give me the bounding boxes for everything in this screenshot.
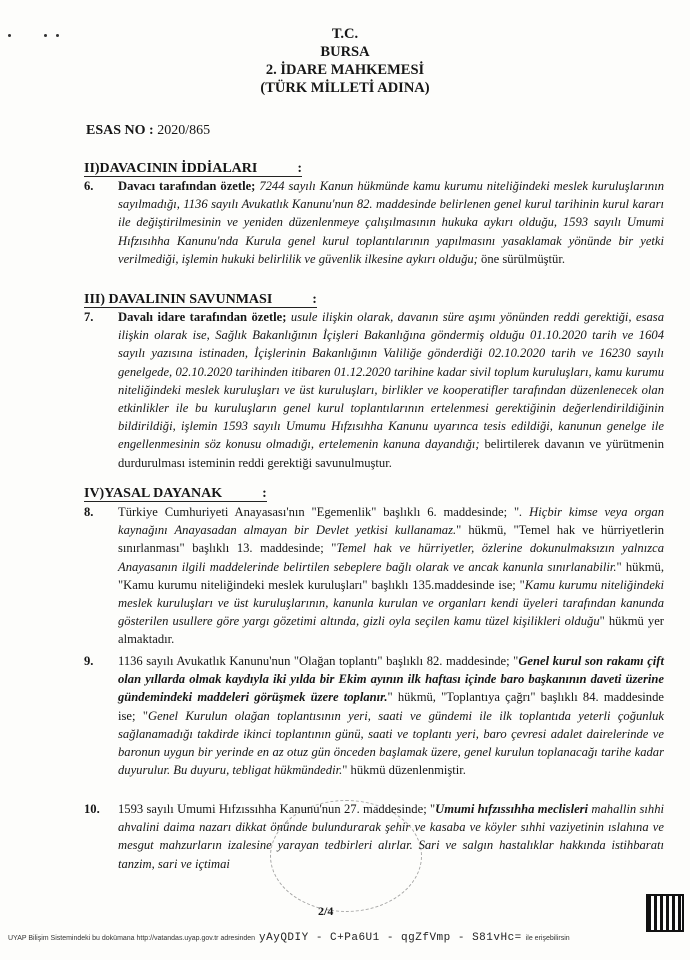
paragraph-text: 1136 sayılı Avukatlık Kanunu'nun "Olağan toplantı" başlıklı 82. maddesinde; "	[118, 654, 519, 668]
paragraph-9	[84, 652, 664, 779]
header-country: T.C.	[331, 26, 359, 42]
quoted-text: mahallin sıhhi ahvalini daima nazarı dikkat önünde bulundurarak şehir ve kasaba ve köyler sıhhi vaziyetinin ıslahına ve mesgut mahzurların izalesine yarayan tedbirleri alırlar. Sari ve salgın hastalıklar hakkında istihbaratı tanzim, sari ve içtimai	[118, 802, 664, 871]
section-title: IV)YASAL DAYANAK	[84, 486, 223, 501]
paragraph-text: " hükmü, "Toplantıya çağrı" başlıklı 84. maddesinde ise; "	[118, 690, 664, 723]
case-number-value: 2020/865	[153, 123, 211, 138]
paragraph-number: 7.	[84, 310, 94, 324]
paragraph-7	[84, 308, 664, 472]
section-colon: :	[312, 292, 317, 307]
paragraph-text: usule ilişkin olarak, davanın süre aşımı yönünden reddi gerektiği, esasa ilişkin olarak ise, Sağlık Bakanlığının İçişleri Bakanlığına göndermiş olduğu 01.10.2020 tarih ve 1604 sayılı yazısına istinaden, İçişlerinin Bakanlığının Valiliğe gönderdiği 02.10.2020 tarih ve 16230 sayılı genelgede, 02.10.2020 tarihinden itibaren 01.12.2020 tarihine kadar sivil toplum kuruluşları, kamu kurumu niteliğindeki meslek kuruluşları ve üst kuruluşları, birlikler ve kooperatifler tarafından düzenlenecek olan etkinlikler ile bu kuruluşların genel kurul toplantılarının ertelenmesi gerektiğinin değerlendirildiğinin bildirildiği, işlemin 1593 sayılı Umumu Hıfzısıhha Kanunu uyarınca tesis edildiği, kanunun genelge ile engellenmesinin söz konusu olmadığı, ertelemenin kanuna dayandığı;	[118, 310, 665, 452]
paragraph-text: 7244 sayılı Kanun hükmünde kamu kurumu niteliğindeki meslek kuruluşlarının sayılmadığı, 1136 sayılı Avukatlık Kanunu'nun 82. maddesinde belirlenen genel kurul tarihinin kurul kararı ile değiştirilmesinin ve yeniden düzenlenmeye çalışılmasının hukuka aykırı olduğu, 1593 sayılı Umumi Hıfzısıhha Kanunu'nda Kurula genel kurul toplantılarının yapılmasını yasaklamak yönünde bir yetki verilmediği, işlemin hukuki belirlilik ve güvenlik ilkesine aykırı olduğu;	[118, 179, 664, 266]
paragraph-number: 6.	[84, 179, 94, 193]
quoted-text: Temel hak ve hürriyetler, özlerine dokunulmaksızın yalnızca Anayasanın ilgili maddelerinde belirtilen sebeplere bağlı olarak ve ancak kanunla sınırlanabilir.	[118, 541, 664, 574]
paragraph-number: 10.	[84, 802, 100, 816]
quoted-text: . Hiçbir kimse veya organ kaynağını Anayasadan almayan bir Devlet yetkisi kullanamaz.	[118, 505, 664, 538]
quoted-text: Kamu kurumu niteliğindeki meslek kuruluşları ve üst kuruluşlarının, kanunla kurulan ve organları kendi üyeleri tarafından kanunda gösterilen usullere göre yargı gözetimi altında, gizli oyla seçilen kamu tüzel kişilikleri olduğu	[118, 577, 665, 629]
header-nation: (TÜRK MİLLETİ ADINA)	[260, 80, 430, 96]
paragraph-text: " hükmü, "Kamu kurumu niteliğindeki meslek kuruluşları" başlıklı 135.maddesinde ise; "	[118, 559, 665, 592]
paragraph-text: " hükmü düzenlenmiştir.	[342, 763, 466, 778]
section-title: II)DAVACININ İDDİALARI	[84, 161, 258, 176]
paragraph-8	[84, 503, 664, 649]
section-heading-legal-basis	[84, 486, 267, 502]
paragraph-lead: Davacı tarafından özetle;	[118, 179, 256, 193]
footer-prefix: UYAP Bilişim Sistemindeki bu dokümana http://vatandas.uyap.gov.tr adresinden	[8, 935, 256, 942]
section-colon: :	[262, 486, 267, 501]
qr-code-icon	[648, 896, 682, 930]
case-number	[86, 123, 210, 139]
paragraph-6	[84, 177, 664, 268]
header-city: BURSA	[320, 44, 370, 60]
paragraph-number: 9.	[84, 654, 94, 668]
paragraph-text: 1593 sayılı Umumi Hıfzıssıhha Kanunu'nun 27. maddesinde; "	[118, 802, 436, 816]
paragraph-tail: belirtilerek davanın ve yürütmenin durdurulması isteminin reddi gerektiği savunulmuştur.	[118, 437, 664, 470]
paragraph-text: Türkiye Cumhuriyeti Anayasası'nın "Egemenlik" başlıklı 6. maddesinde; "	[118, 505, 520, 519]
footer-suffix: ile erişebilirsin	[525, 935, 570, 942]
paragraph-number: 8.	[84, 505, 94, 519]
section-title: III) DAVALININ SAVUNMASI	[84, 292, 273, 307]
quoted-text: Genel Kurulun olağan toplantısının yeri, saati ve gündemi ile ilk toplantıda yeterli çoğunluk sağlanamadığı takdirde ikinci toplantının günü, saati ve toplantı yeri, baro çevresi adalet dairelerinde ve baronun uygun bir yerinde en az otuz gün önceden başlamak üzere, genel kurulun toplanacağı tarihe kadar duyurulur. Bu duyuru, tebligat hükmündedir.	[118, 708, 664, 778]
paragraph-text: " hükmü, "Temel hak ve hürriyetlerin sınırlanması" başlıklı 13. maddesinde; "	[118, 523, 664, 556]
quoted-text-bold: Umumi hıfzıssıhha meclisleri	[435, 802, 589, 816]
paragraph-tail: öne sürülmüştür.	[477, 251, 565, 266]
page-number: 2/4	[318, 904, 334, 918]
case-number-label: ESAS NO :	[86, 123, 154, 138]
verification-code: yAyQDIY - C+Pa6U1 - qgZfVmp - S81vHc=	[259, 932, 522, 944]
paragraph-text: " hükmü yer almaktadır.	[118, 614, 664, 647]
header-court: 2. İDARE MAHKEMESİ	[265, 62, 425, 78]
section-heading-defense	[84, 292, 317, 308]
section-colon: :	[297, 161, 303, 176]
section-heading-claims	[84, 161, 302, 177]
court-seal-stamp	[270, 800, 422, 912]
footer-verification	[8, 932, 570, 944]
quoted-text-bold: Genel kurul son rakamı çift olan yıllarda olmak kaydıyla iki yılda bir Ekim ayının ilk haftası içinde baro başkanının daveti üzerine gündemindeki maddeleri görüşmek üzere toplanır.	[118, 654, 664, 705]
paragraph-lead: Davalı idare tarafından özetle;	[118, 310, 287, 324]
